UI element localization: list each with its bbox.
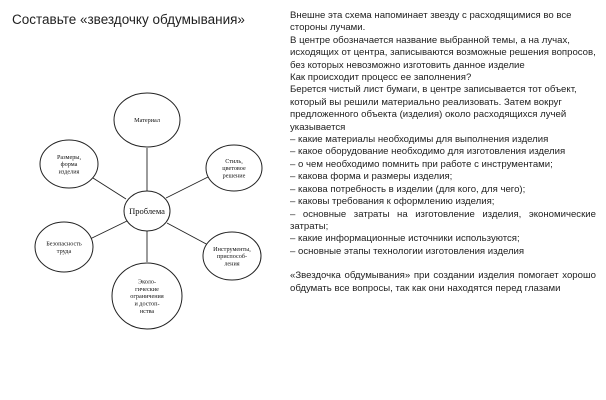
- center-paragraph: В центре обозначается название выбранной темы, а на лучах, исходящих от центра, записываются возможные решения вопросов, без которых невозможно изготовить данное изделие: [290, 34, 596, 71]
- node-sizes-label: форма: [60, 161, 78, 169]
- list-item: – какое оборудование необходимо для изготовления изделия: [290, 146, 566, 158]
- intro-paragraph: Внешне эта схема напоминает звезду с расходящимися во все стороны лучами.: [290, 10, 572, 34]
- ray-safety: [90, 221, 127, 239]
- node-sizes-label: Размеры,: [56, 153, 82, 161]
- node-safety-label: труда: [56, 247, 72, 255]
- list-item: – какова форма и размеры изделия;: [290, 171, 453, 183]
- list-item: – какие материалы необходимы для выполнения изделия: [290, 134, 549, 146]
- node-style-label: Стиль,: [225, 157, 243, 165]
- explanation-text: [290, 10, 596, 295]
- node-safety-label: Безопасность: [46, 240, 82, 248]
- list-item: – основные затраты на изготовление изделия, экономические затраты;: [290, 208, 596, 232]
- slide-title: Составьте «звездочку обдумывания»: [12, 12, 245, 27]
- node-eco-label: ограничения: [130, 293, 164, 301]
- node-sizes-label: изделия: [58, 168, 80, 176]
- ray-style: [166, 175, 212, 198]
- node-tools-label: ления: [224, 260, 240, 268]
- list-item: – о чем необходимо помнить при работе с инструментами;: [290, 158, 553, 170]
- question-paragraph: Как происходит процесс ее заполнения?: [290, 72, 472, 84]
- node-eco-label: Эколо-: [137, 278, 157, 286]
- node-style-label: цветовое: [222, 165, 246, 173]
- node-material-label: Материал: [134, 117, 160, 125]
- node-eco-label: гические: [135, 285, 159, 293]
- list-item: – основные этапы технологии изготовления изделия: [290, 245, 525, 257]
- node-style-label: решение: [222, 172, 246, 180]
- node-tools-label: приспособ-: [216, 253, 248, 261]
- conclusion-paragraph: «Звездочка обдумывания» при создании изделия помогает хорошо обдумать все вопросы, так как они находятся перед глазами: [290, 270, 596, 294]
- list-item: – какие информационные источники используются;: [290, 233, 520, 245]
- ray-tools: [167, 223, 210, 246]
- node-eco-label: и достоп-: [134, 300, 160, 308]
- thinking-star-diagram: [0, 0, 290, 400]
- node-tools-label: Инструменты,: [213, 245, 251, 253]
- center-problem-label: Проблема: [129, 206, 165, 216]
- ray-sizes: [93, 178, 126, 199]
- process-paragraph: Берется чистый лист бумаги, в центре записывается тот объект, который вы решили материально реализовать. Затем вокруг предложенного объекта (изделия) около расходящихся лучей указывается: [290, 84, 577, 133]
- list-item: – каковы требования к оформлению изделия;: [290, 196, 495, 208]
- node-eco-label: нства: [139, 308, 155, 315]
- list-item: – какова потребность в изделии (для кого, для чего);: [290, 183, 526, 195]
